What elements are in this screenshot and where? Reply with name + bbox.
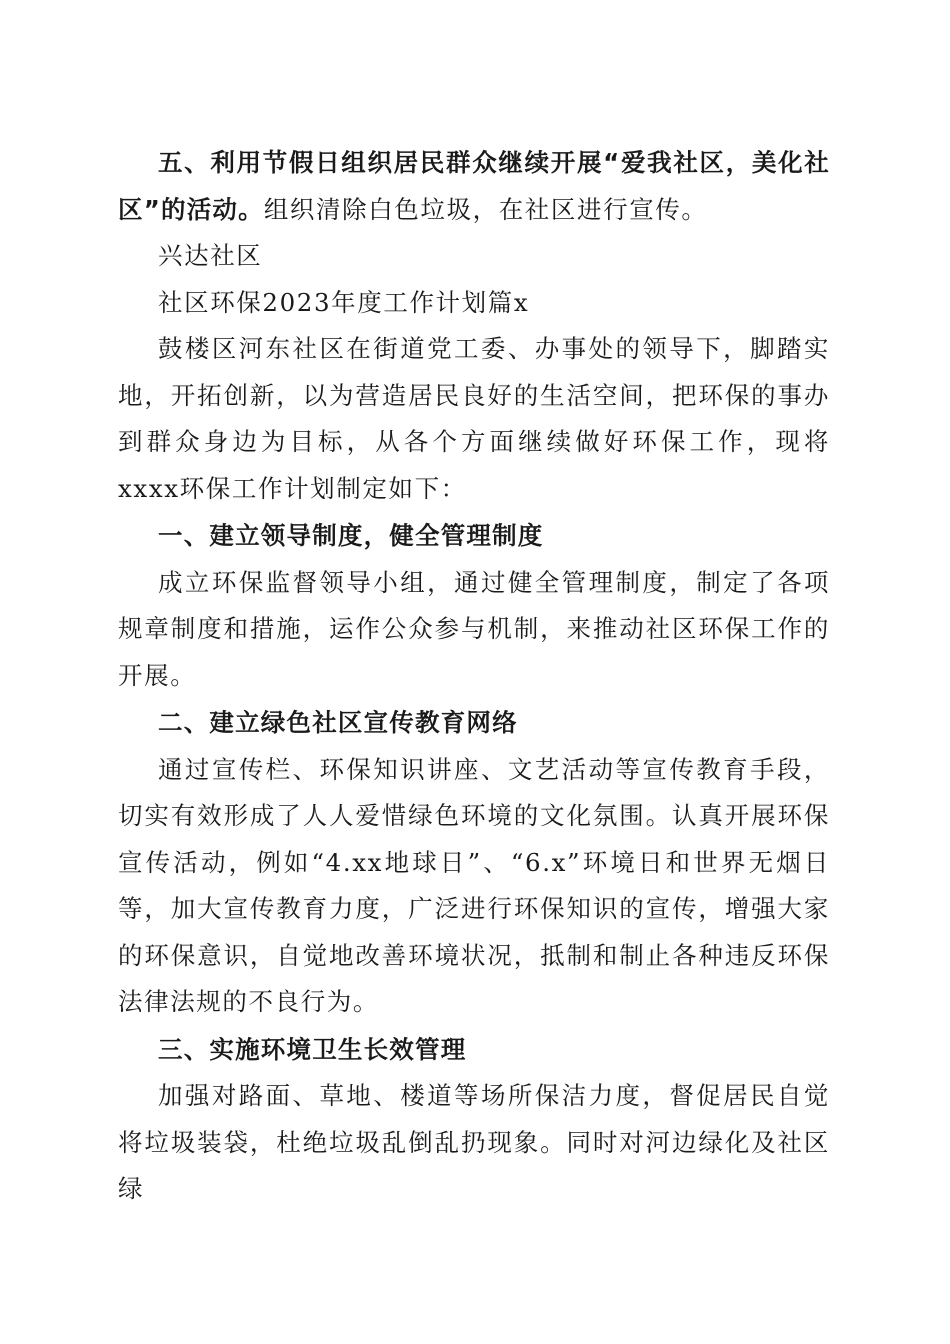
paragraph-section-two: 通过宣传栏、环保知识讲座、文艺活动等宣传教育手段，切实有效形成了人人爱惜绿色环境的文化氛围。认真开展环保宣传活动，例如“4.xx地球日”、“6.x”环境日和世界无烟日等，加大宣传教育力度，广泛进行环保知识的宣传，增强大家的环保意识，自觉地改善环境状况，抵制和制止各种违反环保法律法规的不良行为。 — [118, 754, 830, 1016]
document-body — [118, 140, 830, 1213]
community-name: 兴达社区 — [158, 241, 263, 270]
section-heading-three: 三、实施环境卫生长效管理 — [158, 1034, 467, 1064]
paragraph-section-three: 加强对路面、草地、楼道等场所保洁力度，督促居民自觉将垃圾装袋，杜绝垃圾乱倒乱扔现象。同时对河边绿化及社区绿 — [118, 1081, 830, 1203]
plan-title: 社区环保2023年度工作计划篇x — [158, 287, 530, 317]
section-heading-two: 二、建立绿色社区宣传教育网络 — [158, 708, 518, 737]
activity-five-detail: 组织清除白色垃圾，在社区进行宣传。 — [263, 194, 708, 224]
paragraph-activity-five — [118, 140, 830, 233]
section-heading-one: 一、建立领导制度，健全管理制度 — [158, 521, 544, 550]
paragraph-section-one: 成立环保监督领导小组，通过健全管理制度，制定了各项规章制度和措施，运作公众参与机制，来推动社区环保工作的开展。 — [118, 567, 830, 690]
paragraph-intro: 鼓楼区河东社区在街道党工委、办事处的领导下，脚踏实地，开拓创新，以为营造居民良好的生活空间，把环保的事办到群众身边为目标，从各个方面继续做好环保工作，现将xxxx环保工作计划制定如下： — [118, 334, 830, 503]
activity-five-title: 五、利用节假日组织居民群众继续开展“爱我社区，美化社区”的活动。 — [118, 148, 830, 224]
